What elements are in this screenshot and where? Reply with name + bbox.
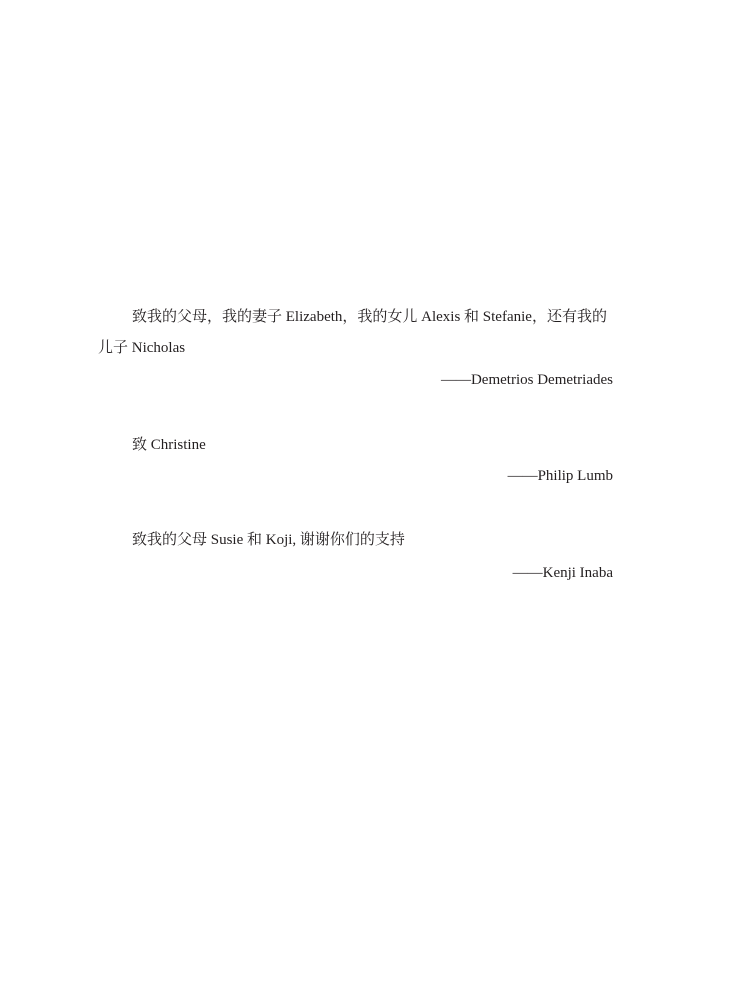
dedication-text: 致我的父母 Susie 和 Koji, 谢谢你们的支持 bbox=[132, 532, 405, 548]
dedication-signature: ——Demetrios Demetriades bbox=[440, 372, 613, 388]
dedication-text: 致 Christine bbox=[132, 437, 206, 453]
dedication-text: 致我的父母，我的妻子 Elizabeth，我的女儿 Alexis 和 Stefanie，还有我的儿子 Nicholas bbox=[98, 309, 607, 356]
dedication-signature: ——Kenji Inaba bbox=[512, 565, 613, 581]
dedication-signature: ——Philip Lumb bbox=[507, 468, 613, 484]
